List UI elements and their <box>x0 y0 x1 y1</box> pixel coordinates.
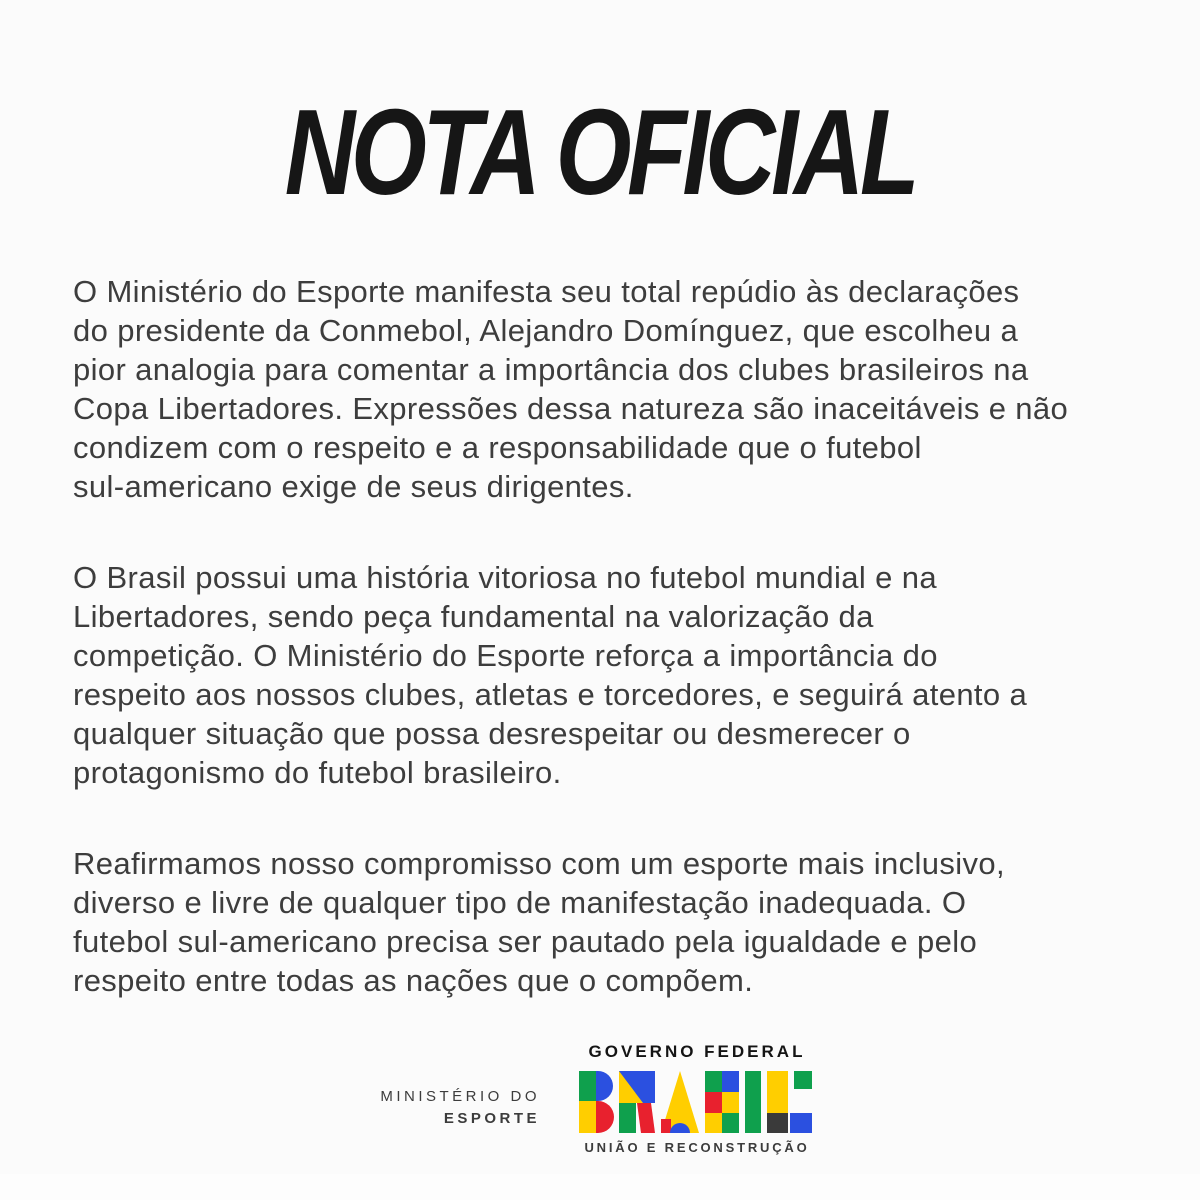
governo-federal-logo <box>578 1042 816 1155</box>
text-line: respeito entre todas as nações que o compõem. <box>73 963 754 998</box>
paragraph-3 <box>73 844 1153 1000</box>
paragraph-1 <box>73 272 1153 506</box>
ministry-name-line2: ESPORTE <box>443 1110 540 1127</box>
text-line: O Brasil possui uma história vitoriosa no futebol mundial e na <box>73 560 937 595</box>
text-line: O Ministério do Esporte manifesta seu total repúdio às declarações <box>73 274 1020 309</box>
text-line: pior analogia para comentar a importância dos clubes brasileiros na <box>73 352 1029 387</box>
bottom-band <box>0 1174 1200 1200</box>
note-title: NOTA OFICIAL <box>284 84 916 220</box>
text-line: Copa Libertadores. Expressões dessa natureza são inaceitáveis e não <box>73 391 1069 426</box>
ministry-name-line1: MINISTÉRIO DO <box>380 1088 540 1105</box>
letter-s <box>705 1071 739 1133</box>
brasil-wordmark-graphic <box>578 1069 816 1135</box>
paragraph-2 <box>73 558 1153 792</box>
text-line: do presidente da Conmebol, Alejandro Domínguez, que escolheu a <box>73 313 1019 348</box>
text-line: Reafirmamos nosso compromisso com um esporte mais inclusivo, <box>73 846 1005 881</box>
text-line: respeito aos nossos clubes, atletas e torcedores, e seguirá atento a <box>73 677 1028 712</box>
letter-l <box>767 1071 812 1133</box>
letter-i <box>745 1071 761 1133</box>
text-line: competição. O Ministério do Esporte reforça a importância do <box>73 638 938 673</box>
text-line: futebol sul-americano precisa ser pautado pela igualdade e pelo <box>73 924 978 959</box>
uniao-reconstrucao-label: UNIÃO E RECONSTRUÇÃO <box>584 1140 810 1155</box>
text-line: qualquer situação que possa desrespeitar ou desmerecer o <box>73 716 911 751</box>
letter-a <box>661 1071 699 1133</box>
note-body <box>73 272 1153 1052</box>
ministry-wordmark <box>260 1086 540 1130</box>
letter-r <box>619 1071 655 1133</box>
text-line: sul-americano exige de seus dirigentes. <box>73 469 634 504</box>
text-line: Libertadores, sendo peça fundamental na valorização da <box>73 599 874 634</box>
text-line: protagonismo do futebol brasileiro. <box>73 755 562 790</box>
governo-federal-label: GOVERNO FEDERAL <box>588 1042 806 1061</box>
text-line: diverso e livre de qualquer tipo de manifestação inadequada. O <box>73 885 967 920</box>
text-line: condizem com o respeito e a responsabilidade que o futebol <box>73 430 922 465</box>
letter-b <box>579 1071 614 1133</box>
